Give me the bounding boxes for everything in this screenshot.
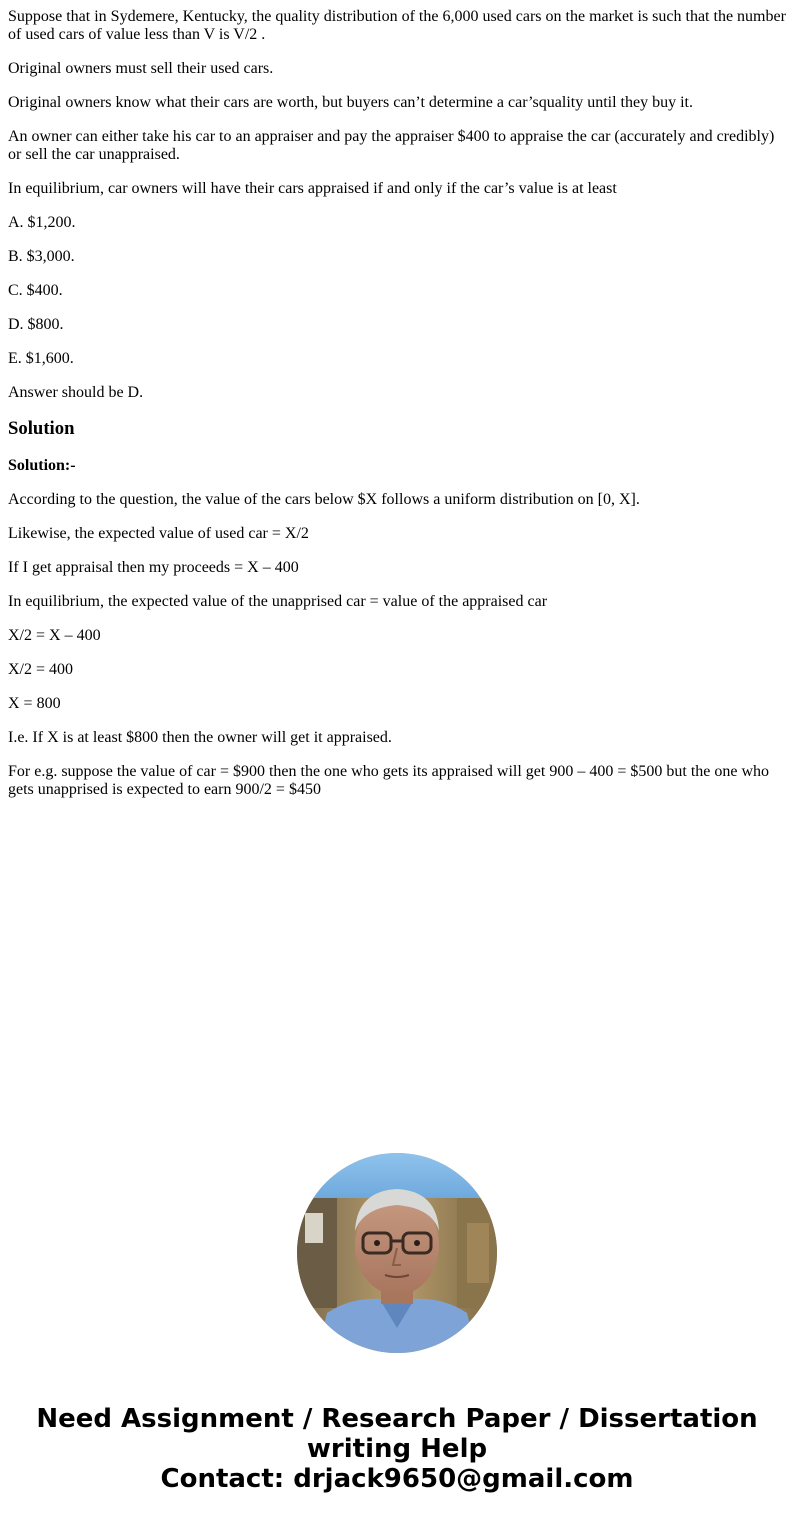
option-a: A. $1,200. [8,214,76,231]
solution-paragraph-5: X/2 = X – 400 [8,627,101,644]
footer-banner [0,1404,794,1494]
option-d: D. $800. [8,316,64,333]
author-avatar [297,1153,497,1353]
question-paragraph-1: Suppose that in Sydemere, Kentucky, the quality distribution of the 6,000 used cars on the market is such that the number of used cars of value less than V is V/2 . [8,8,786,43]
option-b: B. $3,000. [8,248,75,265]
solution-paragraph-7: X = 800 [8,695,61,712]
option-e: E. $1,600. [8,350,74,367]
question-paragraph-3: Original owners know what their cars are worth, but buyers can’t determine a car’squality until they buy it. [8,94,693,111]
question-paragraph-5: In equilibrium, car owners will have their cars appraised if and only if the car’s value is at least [8,180,617,197]
solution-paragraph-2: Likewise, the expected value of used car = X/2 [8,525,309,542]
solution-paragraph-3: If I get appraisal then my proceeds = X – 400 [8,559,299,576]
solution-subheading: Solution:- [8,457,76,474]
option-c: C. $400. [8,282,63,299]
solution-paragraph-6: X/2 = 400 [8,661,74,678]
question-paragraph-4: An owner can either take his car to an appraiser and pay the appraiser $400 to appraise the car (accurately and credibly) or sell the car unappraised. [8,128,775,163]
footer-line-1: Need Assignment / Research Paper / Dissertation [36,1404,758,1434]
solution-paragraph-4: In equilibrium, the expected value of the unapprised car = value of the appraised car [8,593,548,610]
answer-note: Answer should be D. [8,384,144,401]
document-body [8,8,786,815]
solution-paragraph-9: For e.g. suppose the value of car = $900 then the one who gets its appraised will get 900 – 400 = $500 but the one who gets unapprised is expected to earn 900/2 = $450 [8,763,770,798]
footer-contact: Contact: drjack9650@gmail.com [160,1464,634,1494]
solution-paragraph-1: According to the question, the value of the cars below $X follows a uniform distribution on [0, X]. [8,491,640,508]
question-paragraph-2: Original owners must sell their used cars. [8,60,274,77]
solution-heading: Solution [8,418,75,439]
author-portrait-image [297,1153,497,1353]
footer-line-2: writing Help [306,1434,488,1464]
solution-paragraph-8: I.e. If X is at least $800 then the owner will get it appraised. [8,729,392,746]
